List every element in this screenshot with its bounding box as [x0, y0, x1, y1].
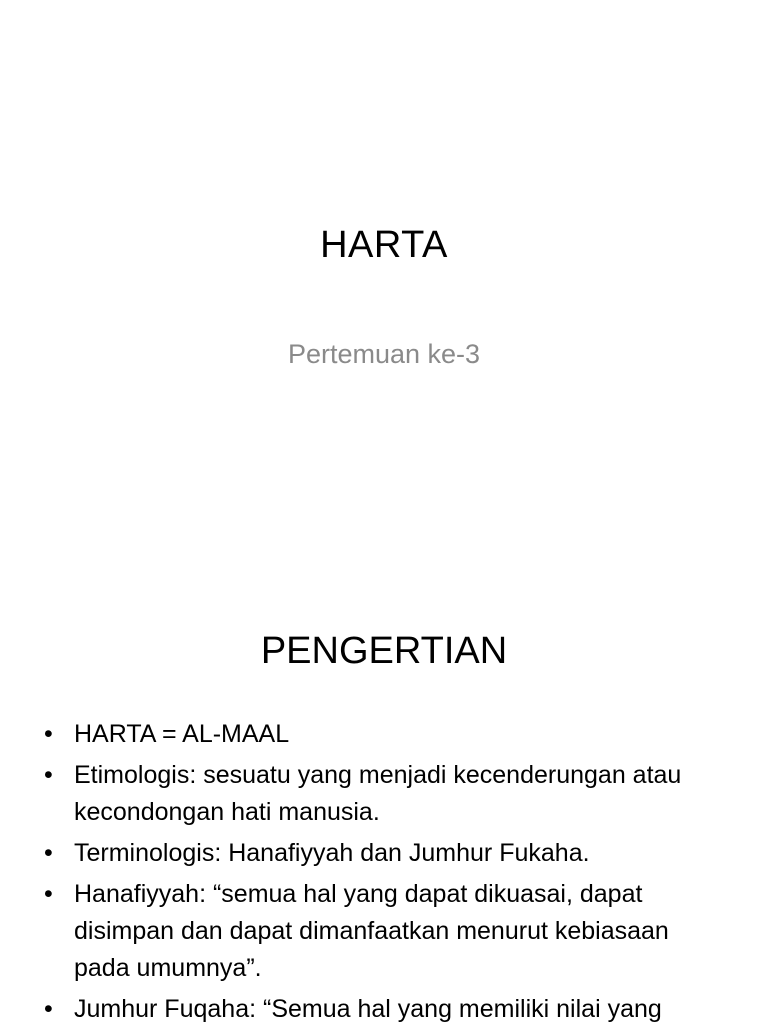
slide-pengertian	[0, 576, 768, 1024]
list-item-text: Terminologis: Hanafiyyah dan Jumhur Fukaha.	[74, 839, 590, 867]
bullet-icon: •	[44, 720, 53, 748]
list-item	[40, 991, 730, 1028]
bullet-list	[40, 716, 730, 1032]
list-item	[40, 835, 730, 872]
list-item-text: HARTA = AL-MAAL	[74, 720, 290, 748]
list-item	[40, 716, 730, 753]
list-item	[40, 876, 730, 987]
list-item-text: Hanafiyyah: “semua hal yang dapat dikuasai, dapat disimpan dan dapat dimanfaatkan menurut kebiasaan pada umumnya”.	[74, 880, 669, 982]
section-heading: PENGERTIAN	[260, 630, 508, 672]
bullet-icon: •	[44, 880, 53, 908]
slide-title-heading: HARTA	[320, 224, 448, 266]
bullet-icon: •	[44, 761, 53, 789]
list-item	[40, 757, 730, 831]
bullet-icon: •	[44, 995, 53, 1023]
slide-subtitle: Pertemuan ke-3	[287, 339, 481, 369]
list-item-text: Etimologis: sesuatu yang menjadi kecenderungan atau kecondongan hati manusia.	[74, 761, 682, 826]
bullet-icon: •	[44, 839, 53, 867]
list-item-text: Jumhur Fuqaha: “Semua hal yang memiliki nilai yang	[74, 995, 662, 1023]
